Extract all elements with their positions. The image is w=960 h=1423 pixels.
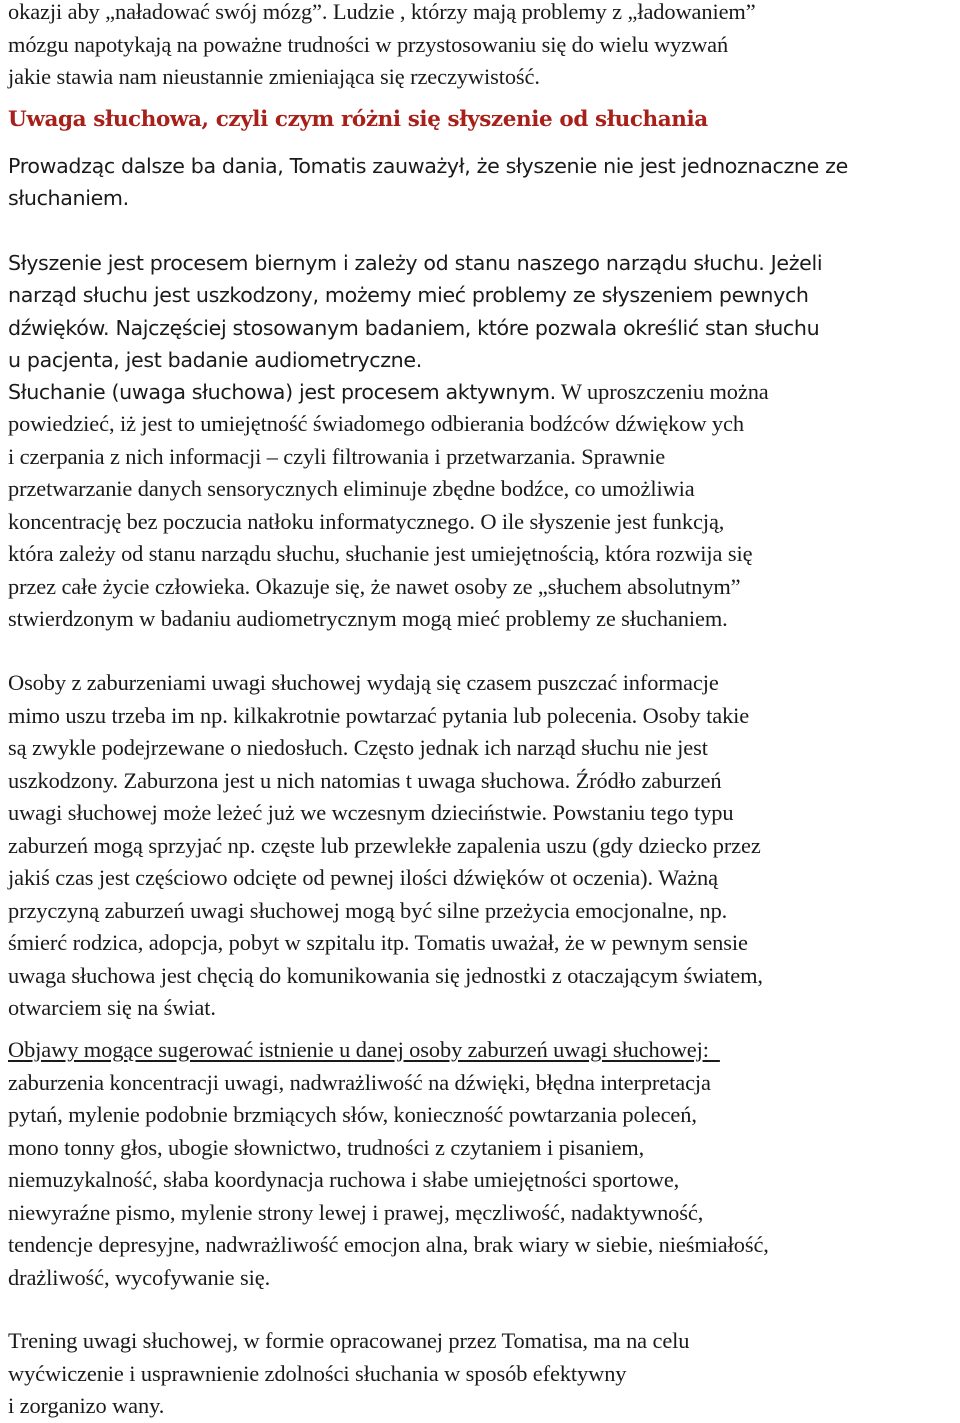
text-line: niewyraźne pismo, mylenie strony lewej i prawej, męczliwość, nadaktywność, [8, 1199, 704, 1225]
text-line: jakiś czas jest częściowo odcięte od pewnej ilości dźwięków ot oczenia). Ważną [8, 865, 718, 890]
tomatis-paragraph [8, 150, 848, 215]
text-line: przetwarzanie danych sensorycznych eliminuje zbędne bodźce, co umożliwia [8, 476, 695, 501]
disorders-paragraph [8, 667, 763, 1025]
text-line: niemuzykalność, słaba koordynacja ruchowa i słabe umiejętności sportowe, [8, 1167, 680, 1192]
symptoms-heading: Objawy mogące sugerować istnienie u danej osoby zaburzeń uwagi słuchowej: [8, 1037, 720, 1062]
text-line: Trening uwagi słuchowej, w formie opracowanej przez Tomatisa, ma na celu [8, 1328, 690, 1353]
text-line: pytań, mylenie podobnie brzmiących słów, konieczność powtarzania poleceń, [8, 1102, 697, 1127]
text-line: uszkodzony. Zaburzona jest u nich natomias t uwaga słuchowa. Źródło zaburzeń [8, 767, 722, 793]
text-line: są zwykle podejrzewane o niedosłuch. Często jednak ich narząd słuchu nie jest [8, 735, 708, 760]
text-line: okazji aby „naładować swój mózg”. Ludzie , którzy mają problemy z „ładowaniem” [8, 0, 756, 24]
training-paragraph [8, 1325, 689, 1423]
symptoms-paragraph [8, 1034, 769, 1294]
text-line: zaburzeń mogą sprzyjać np. częste lub przewlekłe zapalenia uszu (gdy dziecko przez [8, 832, 761, 858]
hearing-paragraph [8, 247, 822, 409]
text-line: uwaga słuchowa jest chęcią do komunikowania się jednostki z otaczającym światem, [8, 962, 763, 988]
text-line: uwagi słuchowej może leżeć już we wczesnym dzieciństwie. Powstaniu tego typu [8, 800, 734, 825]
text-line: tendencje depresyjne, nadwrażliwość emocjon alna, brak wiary w siebie, nieśmiałość, [8, 1232, 769, 1257]
text-line: Osoby z zaburzeniami uwagi słuchowej wydają się czasem puszczać informacje [8, 670, 719, 695]
text-line: zaburzenia koncentracji uwagi, nadwrażliwość na dźwięki, błędna interpretacja [8, 1069, 711, 1095]
text-line: koncentrację bez poczucia natłoku informatycznego. O ile słyszenie jest funkcją, [8, 508, 725, 534]
text-line: otwarciem się na świat. [8, 995, 216, 1020]
text-line: przez całe życie człowieka. Okazuje się, że nawet osoby ze „słuchem absolutnym” [8, 573, 741, 599]
text-line: dźwięków. Najczęściej stosowanym badaniem, które pozwala określić stan słuchu [8, 315, 820, 340]
text-span: W uproszczeniu można [555, 379, 769, 405]
text-line: i czerpania z nich informacji – czyli filtrowania i przetwarzania. Sprawnie [8, 443, 666, 469]
text-line: drażliwość, wycofywanie się. [8, 1264, 271, 1290]
text-line: stwierdzonym w badaniu audiometrycznym mogą mieć problemy ze słuchaniem. [8, 606, 728, 631]
text-line: powiedzieć, iż jest to umiejętność świadomego odbierania bodźców dźwiękow ych [8, 411, 744, 436]
listening-paragraph [8, 408, 752, 636]
text-line: słuchaniem. [8, 186, 129, 211]
text-line: Prowadząc dalsze ba dania, Tomatis zauważył, że słyszenie nie jest jednoznaczne ze [8, 154, 848, 178]
text-line-mixed [8, 376, 822, 409]
text-line: śmierć rodzica, adopcja, pobyt w szpitalu itp. Tomatis uważał, że w pewnym sensie [8, 930, 748, 955]
intro-paragraph [8, 0, 756, 94]
text-line: u pacjenta, jest badanie audiometryczne. [8, 347, 422, 372]
section-heading: Uwaga słuchowa, czyli czym różni się słyszenie od słuchania [8, 107, 708, 132]
text-line: mózgu napotykają na poważne trudności w przystosowaniu się do wielu wyzwań [8, 31, 729, 57]
text-line: Słyszenie jest procesem biernym i zależy od stanu naszego narządu słuchu. Jeżeli [8, 251, 823, 275]
text-span: Słuchanie (uwaga słuchowa) jest procesem aktywnym. [8, 380, 556, 405]
text-line: jakie stawia nam nieustannie zmieniająca się rzeczywistość. [8, 64, 540, 89]
text-line: mono tonny głos, ubogie słownictwo, trudności z czytaniem i pisaniem, [8, 1134, 645, 1160]
text-line: narząd słuchu jest uszkodzony, możemy mieć problemy ze słyszeniem pewnych [8, 283, 809, 308]
text-line: która zależy od stanu narządu słuchu, słuchanie jest umiejętnością, która rozwija się [8, 541, 753, 566]
text-line: przyczyną zaburzeń uwagi słuchowej mogą być silne przeżycia emocjonalne, np. [8, 897, 728, 923]
text-line: mimo uszu trzeba im np. kilkakrotnie powtarzać pytania lub polecenia. Osoby takie [8, 702, 750, 728]
text-line: i zorganizo wany. [8, 1393, 165, 1418]
text-line: wyćwiczenie i usprawnienie zdolności słuchania w sposób efektywny [8, 1360, 627, 1386]
